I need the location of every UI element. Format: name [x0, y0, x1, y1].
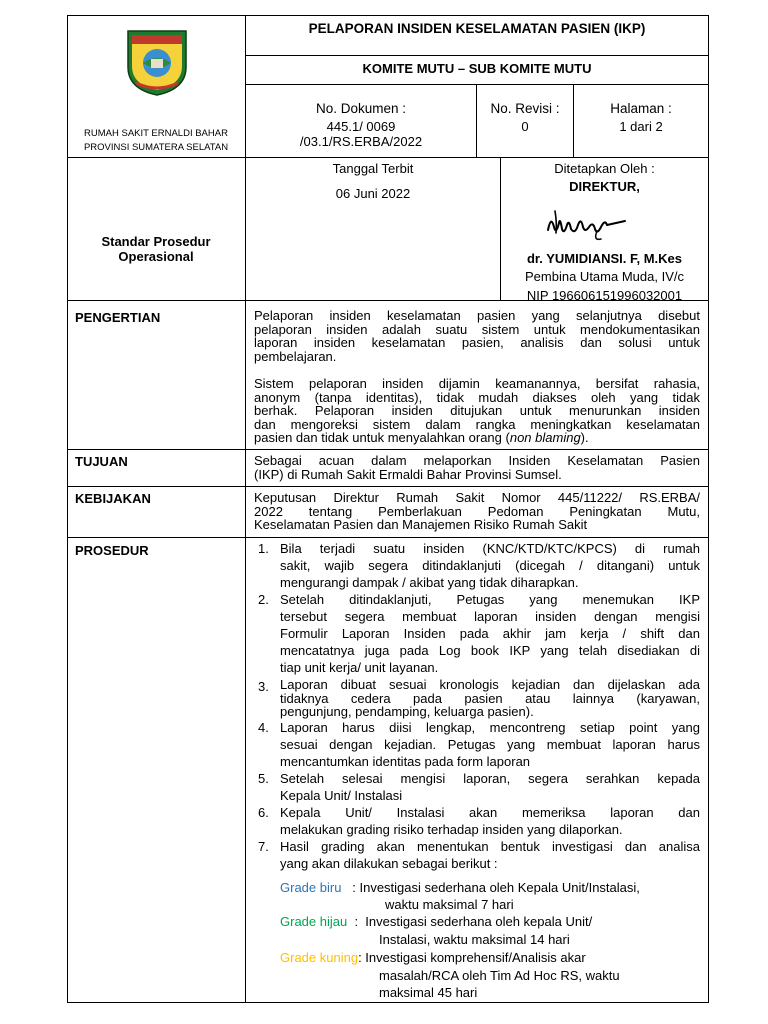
- doc-number-label: No. Dokumen :: [315, 101, 407, 116]
- text-line: Keputusan Direktur Rumah Sakit Nomor 445/11222/ RS.ERBA/: [254, 490, 700, 505]
- text-line: Hasil grading akan menentukan bentuk investigasi dan analisa: [280, 838, 700, 854]
- grade-text: Investigasi sederhana oleh kepala Unit/: [365, 914, 593, 929]
- grade-kuning-line3: maksimal 45 hari: [379, 985, 478, 1000]
- text-line: yang akan dilakukan sebagai berikut :: [280, 855, 498, 871]
- item-number: 4.: [258, 719, 269, 735]
- text-line: Kepala Unit/ Instalasi akan memeriksa laporan dan: [280, 804, 700, 820]
- grade-kuning-row: [280, 949, 586, 966]
- text-fragment: ).: [580, 430, 589, 446]
- pengertian-paragraph-2: [254, 377, 700, 445]
- hospital-province: PROVINSI SUMATERA SELATAN: [83, 142, 229, 153]
- list-item: [254, 804, 700, 838]
- grade-name: Grade biru: [280, 880, 342, 895]
- text-line: Sebagai acuan dalam melaporkan Insiden Keselamatan Pasien: [254, 453, 700, 468]
- text-line: tersebut segera membuat laporan insiden dengan mengisi: [280, 609, 700, 624]
- text-line: 2022 tentang Pemberlakuan Pedoman Peningkatan Mutu,: [254, 503, 700, 519]
- grade-biru-line2: waktu maksimal 7 hari: [385, 897, 514, 912]
- kebijakan-label: KEBIJAKAN: [75, 491, 151, 506]
- table-border-left: [67, 15, 68, 1003]
- pengertian-label: PENGERTIAN: [75, 310, 161, 325]
- issued-label: Tanggal Terbit: [332, 161, 414, 176]
- text-line: Laporan harus diisi lengkap, mencontreng setiap point yang: [280, 719, 700, 735]
- list-item: [254, 838, 700, 872]
- text-line: melakukan grading risiko terhadap insiden yang dilaporkan.: [280, 821, 623, 837]
- text-line: berhak. Pelaporan insiden ditujukan untuk menurunkan insiden: [254, 403, 700, 419]
- grade-hijau-row: [280, 913, 592, 930]
- item-number: 6.: [258, 804, 269, 820]
- hospital-name: RUMAH SAKIT ERNALDI BAHAR: [84, 128, 228, 139]
- list-item: [254, 591, 700, 676]
- text-line: mengurangi dampak / akibat yang tidak diharapkan.: [280, 575, 579, 590]
- issued-date: 06 Juni 2022: [335, 186, 411, 201]
- grade-name: Grade hijau: [280, 914, 348, 929]
- item-number: 3.: [258, 679, 269, 694]
- hospital-logo: [120, 23, 194, 97]
- italic-term: non blaming: [509, 430, 581, 446]
- text-line: Keselamatan Pasien dan Manajemen Risiko Rumah Sakit: [254, 517, 588, 533]
- grade-name: Grade kuning: [280, 950, 359, 965]
- row-line: [245, 55, 708, 56]
- body-divider: [245, 300, 246, 1003]
- text-line: Kepala Unit/ Instalasi: [280, 787, 403, 803]
- text-line: tidaknya cedera pada pasien atau lainnya (karyawan,: [280, 690, 700, 706]
- item-number: 7.: [258, 838, 269, 854]
- text-line: dan mengoreksi sistem dalam rangka meningkatkan keselamatan: [254, 416, 700, 432]
- grade-separator: :: [347, 914, 366, 929]
- list-item: [254, 770, 700, 804]
- list-item: [254, 540, 700, 591]
- grade-biru-row: [280, 879, 640, 896]
- row-line: [67, 486, 709, 487]
- text-line: pelaporan insiden adalah suatu sistem untuk mendokumentasikan: [254, 321, 700, 337]
- director-nip: NIP 196606151996032001: [526, 288, 683, 303]
- table-border-right: [708, 15, 709, 1003]
- grade-text: Investigasi komprehensif/Analisis akar: [365, 950, 586, 965]
- text-line: (IKP) di Rumah Sakit Ermaldi Bahar Provinsi Sumsel.: [254, 466, 562, 482]
- text-line: Laporan dibuat sesuai kronologis kejadian dan dijelaskan ada: [280, 677, 700, 692]
- list-item: [254, 719, 700, 770]
- kebijakan-text: [254, 491, 700, 532]
- text-line: Setelah selesai mengisi laporan, segera serahkan kepada: [280, 770, 700, 786]
- grade-hijau-line2: Instalasi, waktu maksimal 14 hari: [379, 932, 570, 947]
- doc-number-line1: 445.1/ 0069: [326, 119, 396, 134]
- tujuan-label: TUJUAN: [75, 454, 128, 469]
- revision-value: 0: [521, 119, 529, 134]
- list-item: [254, 678, 700, 719]
- text-line: sakit, wajib segera ditindaklanjuti (dicegah / ditangani) untuk: [280, 558, 700, 573]
- row-line: [67, 537, 709, 538]
- grade-separator: :: [358, 950, 366, 965]
- sop-document: [67, 15, 709, 1003]
- table-border-bottom: [67, 1002, 709, 1003]
- row-line: [67, 157, 709, 158]
- row-line: [67, 449, 709, 450]
- text-line: Formulir Laporan Insiden pada akhir jam kerja / shift dan: [280, 626, 700, 641]
- item-number: 1.: [258, 541, 269, 556]
- doc-number-line2: /03.1/RS.ERBA/2022: [299, 134, 423, 149]
- text-line: Bila terjadi suatu insiden (KNC/KTD/KTC/KPCS) di rumah: [280, 541, 700, 556]
- prosedur-list: [254, 540, 700, 872]
- text-line: pengunjung, pendamping, keluarga pasien).: [280, 704, 534, 720]
- director-signature: [545, 205, 631, 247]
- set-by-label: Ditetapkan Oleh :: [554, 161, 655, 176]
- tujuan-text: [254, 454, 700, 481]
- director-title: DIREKTUR,: [569, 179, 640, 194]
- text-fragment: pasien dan tidak untuk menyalahkan orang (: [254, 430, 510, 446]
- text-line: anonym (tanpa identitas), tidak mudah diakses oleh yang tidak: [254, 389, 700, 405]
- text-line: [254, 431, 700, 445]
- table-border-top: [67, 15, 709, 16]
- text-line: laporan insiden keselamatan pasien, analisis dan solusi untuk: [254, 335, 700, 351]
- text-line: Pelaporan insiden keselamatan pasien yang selanjutnya disebut: [254, 308, 700, 323]
- text-line: mencantumkan identitas pada form laporan: [280, 753, 531, 769]
- page-value: 1 dari 2: [619, 119, 663, 134]
- sop-label-line2: Operasional: [118, 249, 194, 264]
- text-line: mencatatnya juga pada Log book IKP yang telah disediakan di: [280, 643, 700, 658]
- committee-title: KOMITE MUTU – SUB KOMITE MUTU: [362, 61, 592, 76]
- text-line: Setelah ditindaklanjuti, Petugas yang menemukan IKP: [280, 592, 700, 607]
- grade-text: Investigasi sederhana oleh Kepala Unit/Instalasi,: [359, 880, 640, 895]
- page-label: Halaman :: [610, 101, 672, 116]
- text-line: Sistem pelaporan insiden dijamin keamanannya, bersifat rahasia,: [254, 376, 700, 391]
- grade-kuning-line2: masalah/RCA oleh Tim Ad Hoc RS, waktu: [379, 968, 620, 983]
- sop-label-line1: Standar Prosedur: [101, 234, 211, 249]
- revision-label: No. Revisi :: [490, 101, 560, 116]
- item-number: 2.: [258, 592, 269, 607]
- prosedur-label: PROSEDUR: [75, 543, 149, 558]
- grade-separator: :: [341, 880, 360, 895]
- text-line: sesuai dengan kejadian. Petugas yang membuat laporan harus: [280, 736, 700, 752]
- document-title: PELAPORAN INSIDEN KESELAMATAN PASIEN (IKP): [308, 21, 646, 36]
- text-line: pembelajaran.: [254, 348, 337, 364]
- text-line: tiap unit kerja/ unit layanan.: [280, 660, 439, 675]
- pengertian-paragraph-1: [254, 309, 700, 363]
- director-rank: Pembina Utama Muda, IV/c: [525, 269, 684, 284]
- item-number: 5.: [258, 770, 269, 786]
- director-name: dr. YUMIDIANSI. F, M.Kes: [526, 251, 683, 266]
